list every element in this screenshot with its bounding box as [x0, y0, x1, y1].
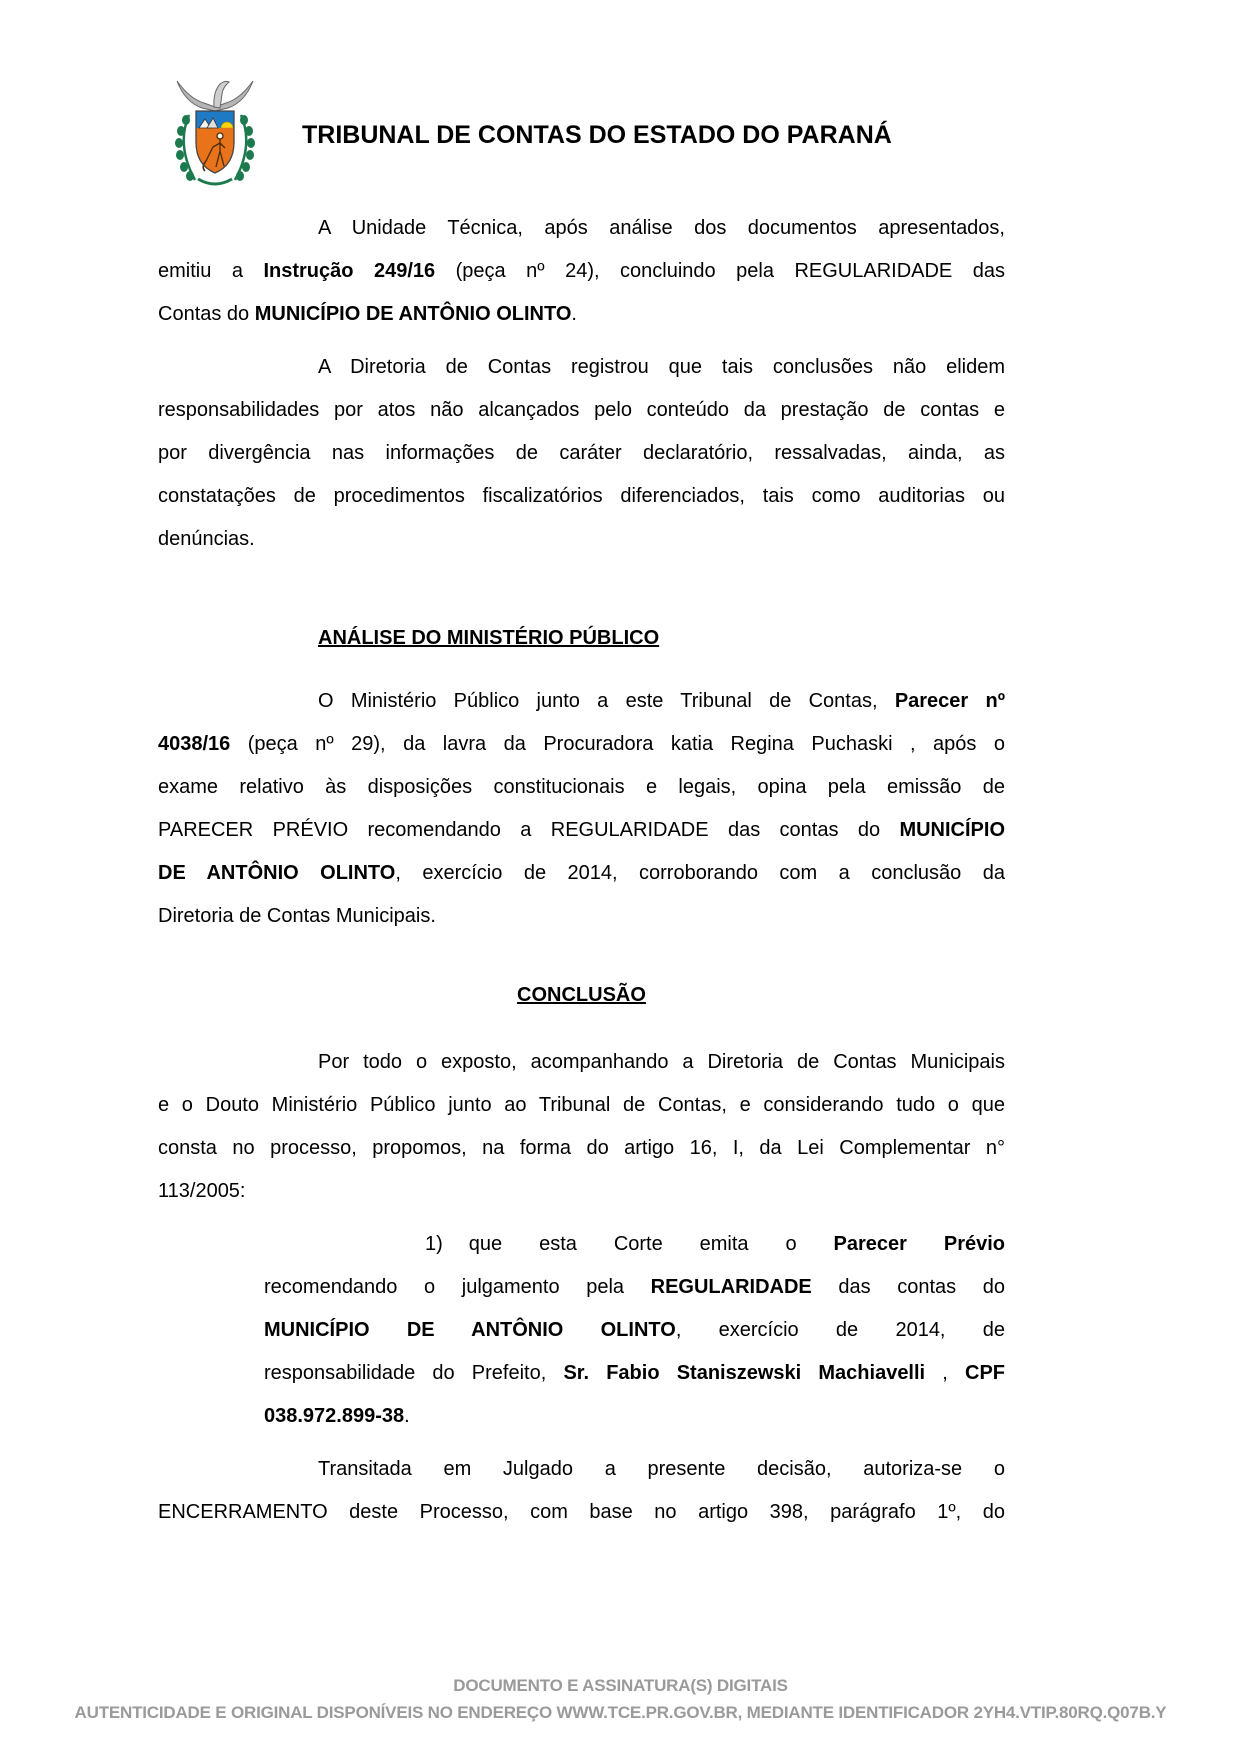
text-line: A Diretoria de Contas registrou que tais conclusões não elidem: [318, 356, 1005, 378]
page-title: TRIBUNAL DE CONTAS DO ESTADO DO PARANÁ: [302, 120, 892, 149]
text-line: O Ministério Público junto a este Tribunal de Contas, Parecer nº: [318, 690, 1006, 712]
paragraph: [158, 1041, 1005, 1213]
paragraph: [158, 207, 1005, 336]
text-line: ENCERRAMENTO deste Processo, com base no artigo 398, parágrafo 1º, do: [158, 1501, 1005, 1523]
text-line: Por todo o exposto, acompanhando a Diretoria de Contas Municipais: [318, 1051, 1005, 1073]
text-line: Transitada em Julgado a presente decisão, autoriza-se o: [318, 1458, 1005, 1480]
text-line: consta no processo, propomos, na forma do artigo 16, I, da Lei Complementar n°: [158, 1137, 1005, 1159]
text-line: PARECER PRÉVIO recomendando a REGULARIDADE das contas do MUNICÍPIO: [158, 819, 1005, 841]
text-line: exame relativo às disposições constitucionais e legais, opina pela emissão de: [158, 776, 1005, 798]
text-line: responsabilidade do Prefeito, Sr. Fabio Staniszewski Machiavelli , CPF: [264, 1362, 1006, 1384]
section-heading: CONCLUSÃO: [517, 984, 646, 1006]
text-line: responsabilidades por atos não alcançados pelo conteúdo da prestação de contas e: [158, 399, 1005, 421]
text-line: por divergência nas informações de caráter declaratório, ressalvadas, ainda, as: [158, 442, 1005, 464]
text-line: Contas do MUNICÍPIO DE ANTÔNIO OLINTO.: [158, 303, 577, 325]
text-line: 113/2005:: [158, 1180, 246, 1202]
footer-line-2: AUTENTICIDADE E ORIGINAL DISPONÍVEIS NO ENDEREÇO WWW.TCE.PR.GOV.BR, MEDIANTE IDENTIFICADOR 2YH4.VTIP.80RQ.Q07B.Y: [74, 1703, 1167, 1722]
document-footer: [0, 1672, 1241, 1726]
text-line: denúncias.: [158, 528, 255, 550]
parana-coat-of-arms-icon: [170, 75, 260, 195]
footer-line-1: DOCUMENTO E ASSINATURA(S) DIGITAIS: [453, 1676, 788, 1695]
text-line: Diretoria de Contas Municipais.: [158, 905, 436, 927]
text-line: MUNICÍPIO DE ANTÔNIO OLINTO, exercício de 2014, de: [264, 1319, 1006, 1341]
text-line: A Unidade Técnica, após análise dos documentos apresentados,: [318, 217, 1005, 239]
text-line: 1) que esta Corte emita o Parecer Prévio: [425, 1233, 1005, 1255]
section-heading: ANÁLISE DO MINISTÉRIO PÚBLICO: [318, 627, 660, 649]
paragraph: [158, 680, 1005, 938]
text-line: recomendando o julgamento pela REGULARIDADE das contas do: [264, 1276, 1006, 1298]
document-header: [170, 75, 892, 195]
paragraph: [158, 346, 1005, 561]
text-line: constatações de procedimentos fiscalizatórios diferenciados, tais como auditorias ou: [158, 485, 1005, 507]
text-line: DE ANTÔNIO OLINTO, exercício de 2014, corroborando com a conclusão da: [158, 862, 1005, 884]
document-body: [158, 195, 1005, 1544]
text-line: e o Douto Ministério Público junto ao Tribunal de Contas, e considerando tudo o que: [158, 1094, 1005, 1116]
paragraph: [264, 1223, 1005, 1438]
paragraph: [158, 1448, 1005, 1534]
text-line: 4038/16 (peça nº 29), da lavra da Procuradora katia Regina Puchaski , após o: [158, 733, 1005, 755]
text-line: emitiu a Instrução 249/16 (peça nº 24), concluindo pela REGULARIDADE das: [158, 260, 1006, 282]
text-line: 038.972.899-38.: [264, 1405, 410, 1427]
